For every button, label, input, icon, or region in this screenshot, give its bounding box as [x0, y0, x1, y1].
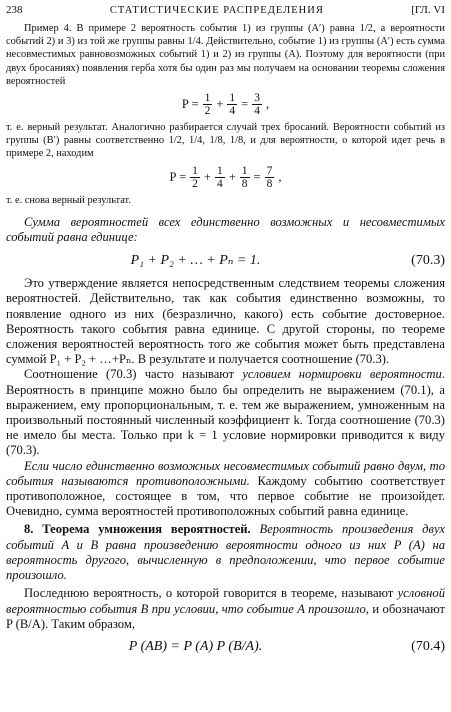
result-paragraph: т. е. снова верный результат.	[6, 194, 131, 206]
theorem-statement: Вероятность произведения двух событий A и B равна произведению вероятности одного из них P (A) на вероятность другого, вычисленную в предположении, что первое событие произошло.	[6, 522, 445, 583]
fraction: $\frac{3}{4}$	[254, 92, 260, 118]
multiplication-theorem	[6, 522, 445, 583]
formula-three-quarters	[6, 92, 445, 117]
formula-tail: ,	[265, 97, 270, 112]
text-run: и обозначают P (B/A). Таким образом,	[6, 601, 445, 631]
equals-sign: =	[253, 169, 261, 184]
equation-70-4	[6, 639, 445, 655]
equation-number: (70.4)	[411, 638, 445, 654]
equation-number: (70.3)	[411, 252, 445, 268]
italic-definition: Если число единственно возможных несовместимых событий равно двум, то события называются противоположными.	[6, 458, 445, 488]
text-run: Каждому событию соответствует противоположное, состоящее в том, что первое событие не произойдет. Очевидно, сумма вероятностей противоположных событий равна единице.	[6, 473, 445, 519]
formula-tail: ,	[278, 169, 282, 184]
normalization-statement: Сумма вероятностей всех единственно возможных и несовместимых событий равна единице:	[6, 214, 445, 245]
proof-paragraph: Это утверждение является непосредственным следствием теоремы сложения вероятностей. Действительно, так как события единственно возможны, то появление одного из них (безразлично, какого) есть событие достоверное. Вероятность такого события равна единице. С другой стороны, по теореме сложения вероятностей вероятность того же события может быть представлена суммой P₁ + P₂ + …+Pₙ. В результате и получается соотношение (70.3).	[6, 276, 445, 367]
page-number: 238	[6, 4, 23, 16]
equation-body: P (AB) = P (A) P (B/A).	[128, 638, 263, 654]
fraction: $\frac{1}{4}$	[216, 164, 223, 190]
opposite-events-paragraph	[6, 459, 445, 520]
text-run: . Вероятность в принципе можно было бы определить не выражением (70.1), а выражением, ему пропорциональным, т. е. тем же выражением, умноженным на произвольный постоянный численный коэффициент k. Тогда соотношение (70.3) не имело бы места. Только при k = 1 условие нормировки приводится к виду (70.3).	[6, 367, 445, 458]
section-heading: 8. Теорема умножения вероятностей.	[24, 522, 251, 537]
example-4-paragraph: Пример 4. В примере 2 вероятность события 1) из группы (A′) равна 1/2, а вероятности событий 2) и 3) из той же группы равны 1/4. Действительно, событие 1) из группы (A′) есть сумма несовместимых равновозможных событий 1) и 2) из группы (A). Поэтому для вероятности (при двух бросаниях) появления герба хотя бы один раз мы получаем на основании теоремы сложения вероятностей	[6, 23, 445, 87]
fraction: $\frac{7}{8}$	[266, 164, 273, 190]
equation-body: P₁ + P₂ + … + Pₙ = 1.	[130, 253, 261, 269]
formula-lhs: P =	[169, 169, 187, 184]
plus-sign: +	[203, 169, 211, 184]
equation-70-3	[6, 252, 445, 269]
plus-sign: +	[228, 169, 236, 184]
normalization-paragraph	[6, 367, 445, 458]
fraction: $\frac{1}{4}$	[229, 92, 236, 118]
text-run: Последнюю вероятность, о которой говорится в теореме, называют	[24, 586, 398, 601]
three-throws-paragraph: т. е. верный результат. Аналогично разбирается случай трех бросаний. Вероятности событий из группы (B′) равны соответственно 1/2, 1/4, 1/8, 1/8, и для вероятности, о которой идет речь в примере 2, находим	[6, 122, 445, 160]
italic-term: условной вероятностью события B при условии, что событие A произошло,	[6, 586, 445, 616]
fraction: $\frac{1}{2}$	[204, 92, 211, 118]
formula-seven-eighths	[6, 165, 445, 190]
page-header	[6, 0, 445, 22]
plus-sign: +	[216, 97, 224, 112]
fraction: $\frac{1}{8}$	[241, 164, 248, 190]
fraction: $\frac{1}{2}$	[192, 164, 198, 190]
italic-term: условием нормировки вероятности	[242, 367, 442, 382]
formula-lhs: P =	[181, 97, 199, 112]
chapter-label: [ГЛ. VI	[411, 4, 445, 16]
running-title: СТАТИСТИЧЕСКИЕ РАСПРЕДЕЛЕНИЯ	[109, 5, 324, 16]
text-run: Соотношение (70.3) часто называют	[24, 367, 243, 382]
equals-sign: =	[241, 97, 249, 112]
conditional-probability-paragraph	[6, 586, 445, 632]
